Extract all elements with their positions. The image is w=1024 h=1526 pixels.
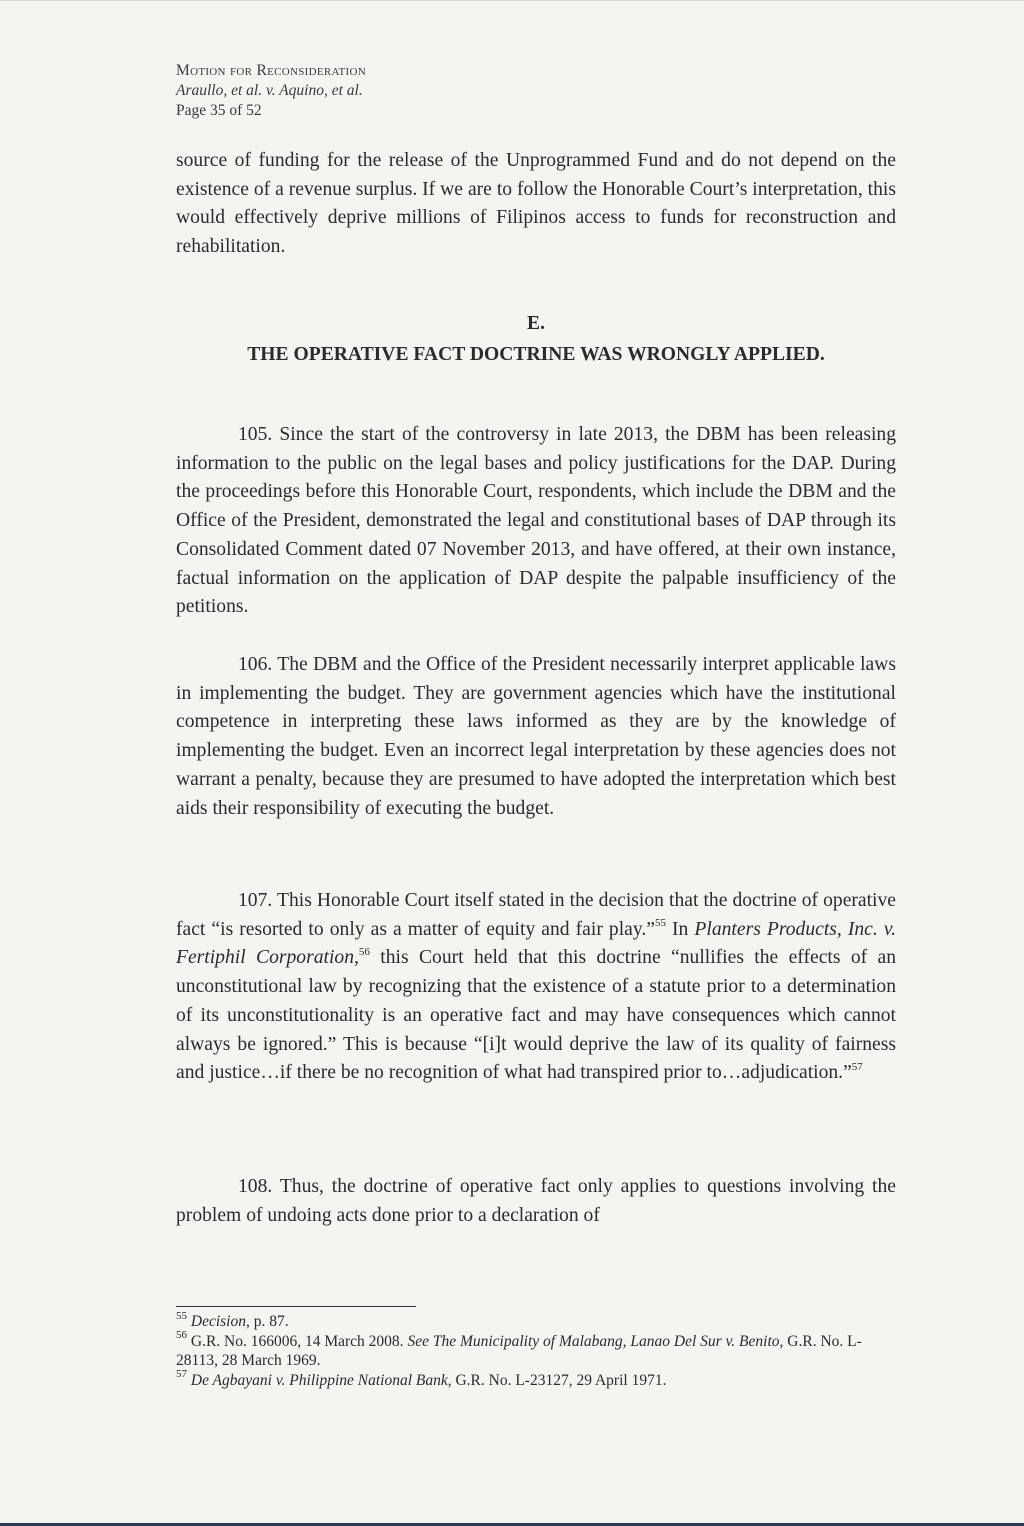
case-caption: Araullo, et al. v. Aquino, et al. <box>176 82 363 99</box>
paragraph-105: 105. Since the start of the controversy in late 2013, the DBM has been releasing information to the public on the legal bases and policy justifications for the DAP. During the proceedings before this Honorable Court, respondents, which include the DBM and the Office of the President, demonstrated the legal and constitutional bases of DAP through its Consolidated Comment dated 07 November 2013, and have offered, at their own instance, factual information on the application of DAP despite the palpable insufficiency of the petitions. <box>176 424 896 618</box>
page-number: Page 35 of 52 <box>176 102 262 119</box>
paragraph-108: 108. Thus, the doctrine of operative fact only applies to questions involving the problem of undoing acts done prior to a declaration of <box>176 1176 896 1226</box>
running-header <box>176 61 366 121</box>
document-title: Motion for Reconsideration <box>176 62 367 79</box>
p107-text-a: 107. This Honorable Court itself stated in the decision that the doctrine of operative fact “is resorted to only as a matter of equity and fair play.” <box>176 890 896 940</box>
case-name-planters: Planters Products, Inc. v. Fertiphil Corporation, <box>176 918 896 969</box>
footnote-ref-55[interactable]: 55 <box>654 917 666 930</box>
section-letter: E. <box>527 313 545 334</box>
p107-text-b: In <box>665 918 695 940</box>
footnote-separator <box>176 1306 416 1307</box>
paragraph-107 <box>176 887 896 1088</box>
footnote-ref-57[interactable]: 57 <box>851 1060 863 1073</box>
section-title: THE OPERATIVE FACT DOCTRINE WAS WRONGLY APPLIED. <box>247 344 825 365</box>
footnote-55: $^{55}$ Decision, p. 87. <box>176 1309 289 1330</box>
p107-text-c: this Court held that this doctrine “nullifies the effects of an unconstitutional law by recognizing that the existence of a statute prior to a determination of its unconstitutionality is an operative fact and may have consequences which cannot always be ignored.” This is because “[i]t would deprive the law of its quality of fairness and justice…if there be no recognition of what had transpired prior to…adjudication.” <box>176 947 896 1084</box>
footnote-ref-56[interactable]: 56 <box>358 945 370 958</box>
paragraph-106: 106. The DBM and the Office of the President necessarily interpret applicable laws in implementing the budget. They are government agencies which have the institutional competence in interpreting these laws informed as they are by the knowledge of implementing the budget. Even an incorrect legal interpretation by these agencies does not warrant a penalty, because they are presumed to have adopted the interpretation which best aids their responsibility of executing the budget. <box>176 654 896 819</box>
intro-paragraph: source of funding for the release of the Unprogrammed Fund and do not depend on the existence of a revenue surplus. If we are to follow the Honorable Court’s interpretation, this would effectively deprive millions of Filipinos access to funds for reconstruction and rehabilitation. <box>176 150 896 258</box>
footnote-57: $^{57}$ De Agbayani v. Philippine National Bank, G.R. No. L-23127, 29 April 1971. <box>176 1368 667 1389</box>
footnotes <box>176 1309 896 1390</box>
footnote-56: $^{56}$ G.R. No. 166006, 14 March 2008. See The Municipality of Malabang, Lanao Del Sur v. Benito, G.R. No. L-28113, 28 March 1969. <box>176 1329 862 1369</box>
